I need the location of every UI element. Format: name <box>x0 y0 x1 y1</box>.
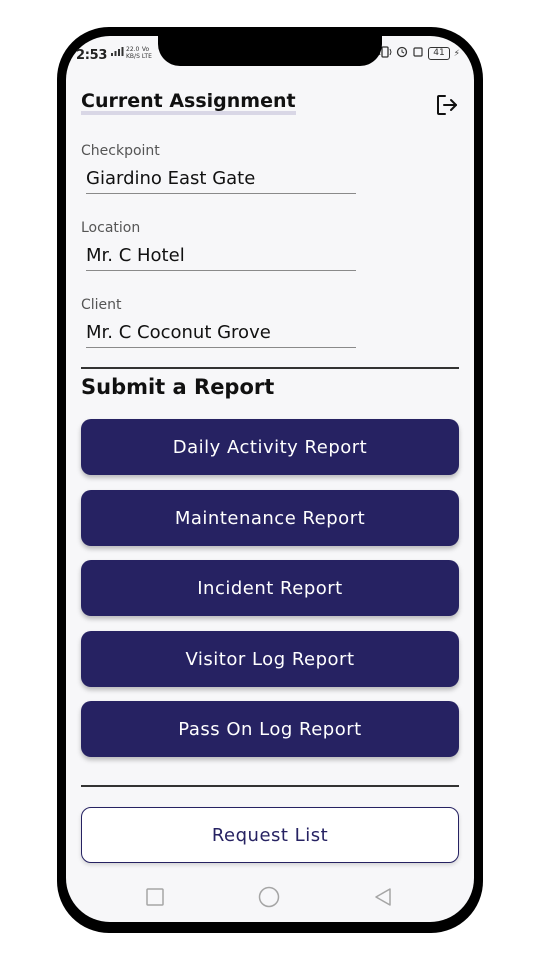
triangle-back-icon <box>372 886 394 908</box>
signal-icon <box>110 46 124 60</box>
net-speed <box>126 46 140 60</box>
incident-report-button[interactable]: Incident Report <box>81 560 459 616</box>
checkpoint-field[interactable]: Giardino East Gate <box>86 167 356 194</box>
alarm-icon <box>396 46 408 61</box>
page-title: Current Assignment <box>81 91 296 115</box>
back-button[interactable] <box>372 886 394 908</box>
location-label: Location <box>81 220 141 236</box>
battery-indicator: 41 <box>428 47 449 60</box>
client-label: Client <box>81 297 122 313</box>
recent-apps-button[interactable] <box>144 886 166 908</box>
android-nav-bar <box>66 878 474 918</box>
square-icon <box>144 886 166 908</box>
network-indicators <box>110 46 150 60</box>
status-right-icons <box>378 46 460 61</box>
charging-icon: ⚡ <box>453 48 460 59</box>
section-divider-bottom <box>81 785 459 787</box>
logout-button[interactable] <box>434 92 460 118</box>
request-list-button[interactable]: Request List <box>81 807 459 863</box>
home-button[interactable] <box>258 886 280 908</box>
daily-activity-report-button[interactable]: Daily Activity Report <box>81 419 459 475</box>
net-speed-value: 22.0 <box>126 46 140 53</box>
visitor-log-report-button[interactable]: Visitor Log Report <box>81 631 459 687</box>
app-screen <box>66 36 474 922</box>
section-divider <box>81 367 459 369</box>
net-speed-unit: KB/S <box>126 53 140 60</box>
client-field[interactable]: Mr. C Coconut Grove <box>86 321 356 348</box>
camera-notch <box>158 36 382 66</box>
phone-frame <box>57 27 483 933</box>
location-field[interactable]: Mr. C Hotel <box>86 244 356 271</box>
network-type: Vo LTE <box>141 46 152 60</box>
maintenance-report-button[interactable]: Maintenance Report <box>81 490 459 546</box>
status-time: 2:53 <box>76 48 108 63</box>
checkpoint-label: Checkpoint <box>81 143 160 159</box>
report-section-title: Submit a Report <box>81 375 275 399</box>
pass-on-log-report-button[interactable]: Pass On Log Report <box>81 701 459 757</box>
circle-icon <box>258 886 280 908</box>
wifi-icon <box>412 46 424 61</box>
logout-icon <box>434 92 460 118</box>
